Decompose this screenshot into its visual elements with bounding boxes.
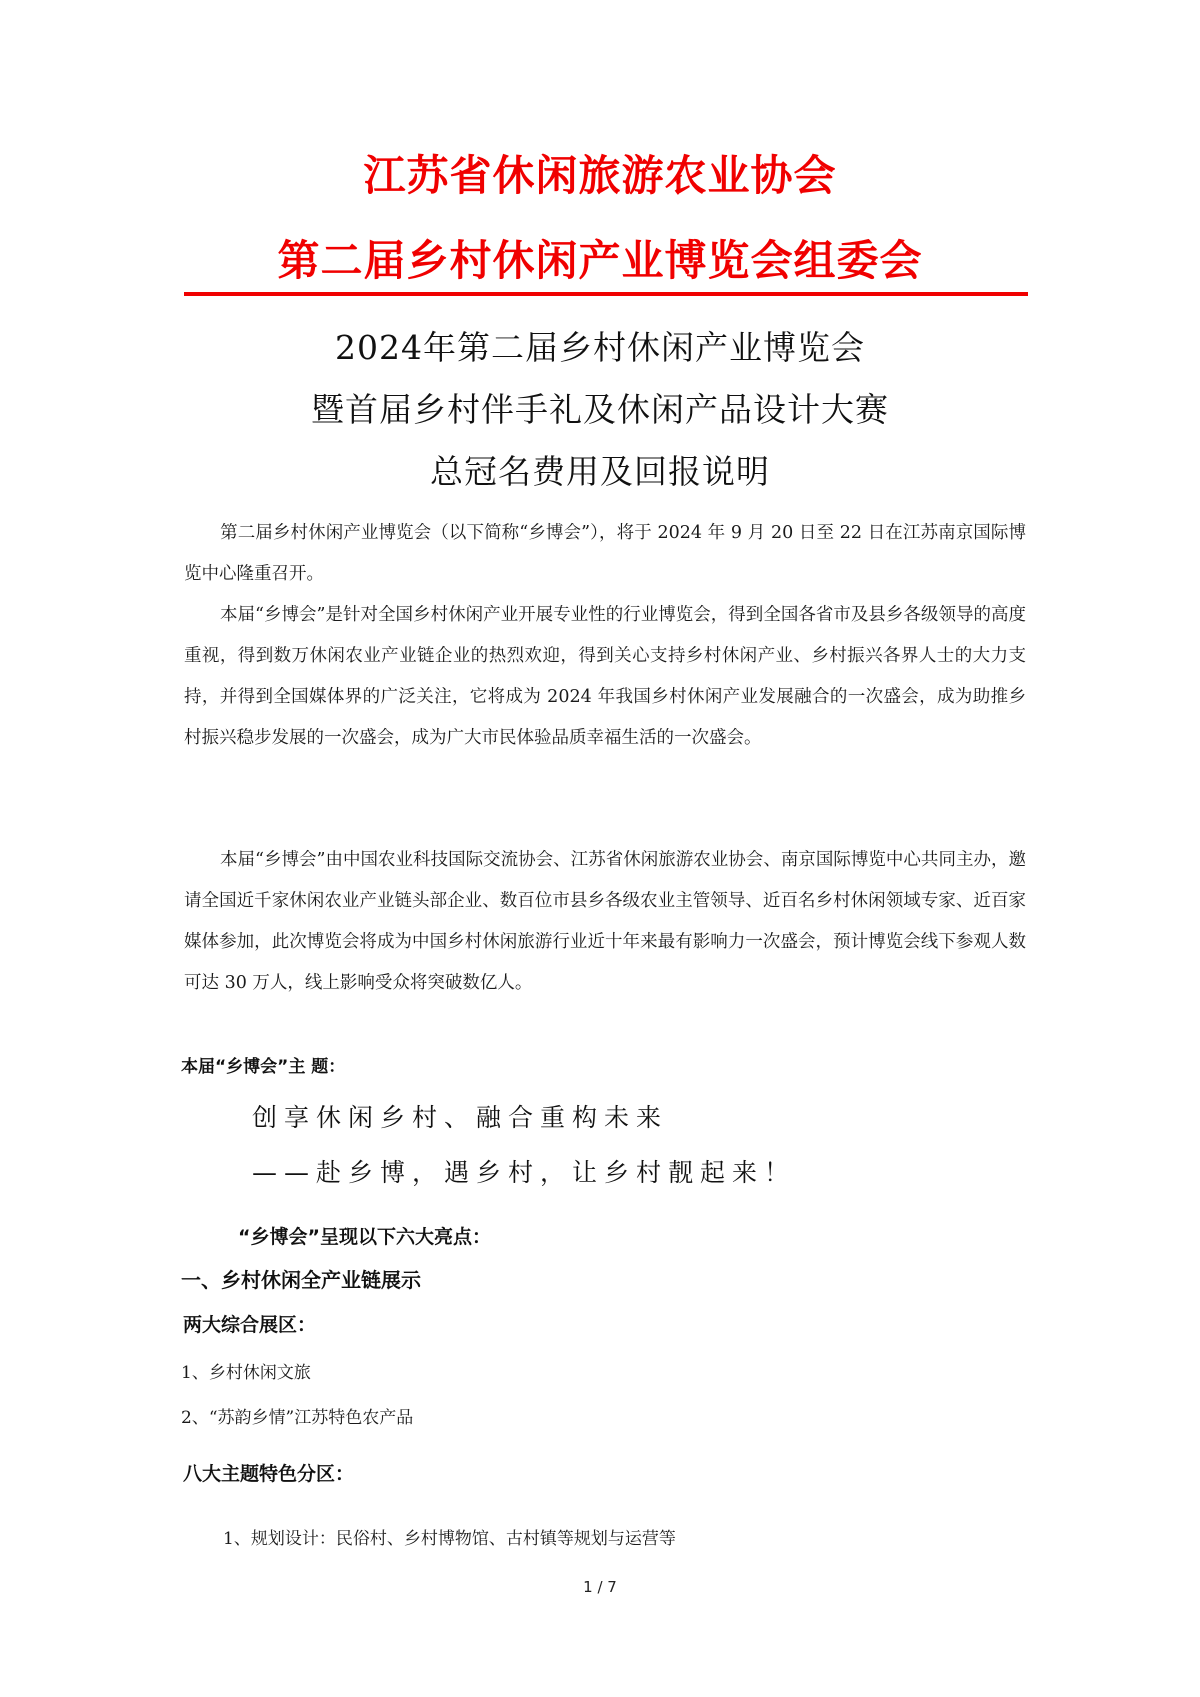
- list-item: 2、“苏韵乡情”江苏特色农产品: [181, 1408, 414, 1428]
- slogan-line-1: 创享休闲乡村、融合重构未来: [252, 1103, 669, 1132]
- paragraph-organizers-text: 本届“乡博会”由中国农业科技国际交流协会、江苏省休闲旅游农业协会、南京国际博览中心共同主办，邀请全国近千家休闲农业产业链头部企业、数百位市县乡各级农业主管领导、近百名乡村休闲领域专家、近百家媒体参加，此次博览会将成为中国乡村休闲旅游行业近十年来最有影响力一次盛会，预计博览会线下参观人数可达 30 万人，线上影响受众将突破数亿人。: [184, 850, 1026, 993]
- letterhead-committee-name: 第二届乡村休闲产业博览会组委会: [277, 236, 923, 285]
- slogan-line-2: ——赴乡博，遇乡村，让乡村靓起来！: [252, 1158, 797, 1187]
- comprehensive-zones-heading: 两大综合展区：: [183, 1314, 317, 1336]
- paragraph-intro-text: 第二届乡村休闲产业博览会（以下简称“乡博会”），将于 2024 年 9 月 20 日至 22 日在江苏南京国际博览中心隆重召开。: [184, 523, 1026, 584]
- list-item: 1、乡村休闲文旅: [181, 1363, 311, 1383]
- paragraph-organizers: [184, 840, 1026, 1004]
- theme-zones-heading: 八大主题特色分区：: [183, 1463, 355, 1485]
- document-title-line-3: 总冠名费用及回报说明: [430, 452, 770, 491]
- section-heading-1: 一、乡村休闲全产业链展示: [181, 1268, 421, 1292]
- page-indicator: 1 / 7: [583, 1578, 617, 1596]
- paragraph-intro: [184, 513, 1026, 595]
- document-title-line-1: 2024年第二届乡村休闲产业博览会: [335, 328, 865, 367]
- paragraph-significance: [184, 595, 1026, 759]
- paragraph-significance-text: 本届“乡博会”是针对全国乡村休闲产业开展专业性的行业博览会，得到全国各省市及县乡各级领导的高度重视，得到数万休闲农业产业链企业的热烈欢迎，得到关心支持乡村休闲产业、乡村振兴各界人士的大力支持，并得到全国媒体界的广泛关注，它将成为 2024 年我国乡村休闲产业发展融合的一次盛会，成为助推乡村振兴稳步发展的一次盛会，成为广大市民体验品质幸福生活的一次盛会。: [184, 605, 1026, 748]
- theme-label: 本届“乡博会”主 题：: [181, 1057, 346, 1077]
- highlights-intro: “乡博会”呈现以下六大亮点：: [238, 1226, 491, 1248]
- letterhead-red-rule: [184, 292, 1028, 296]
- list-item: 1、规划设计：民俗村、乡村博物馆、古村镇等规划与运营等: [223, 1529, 676, 1549]
- document-title-line-2: 暨首届乡村伴手礼及休闲产品设计大赛: [311, 390, 889, 429]
- letterhead-org-name: 江苏省休闲旅游农业协会: [363, 151, 837, 200]
